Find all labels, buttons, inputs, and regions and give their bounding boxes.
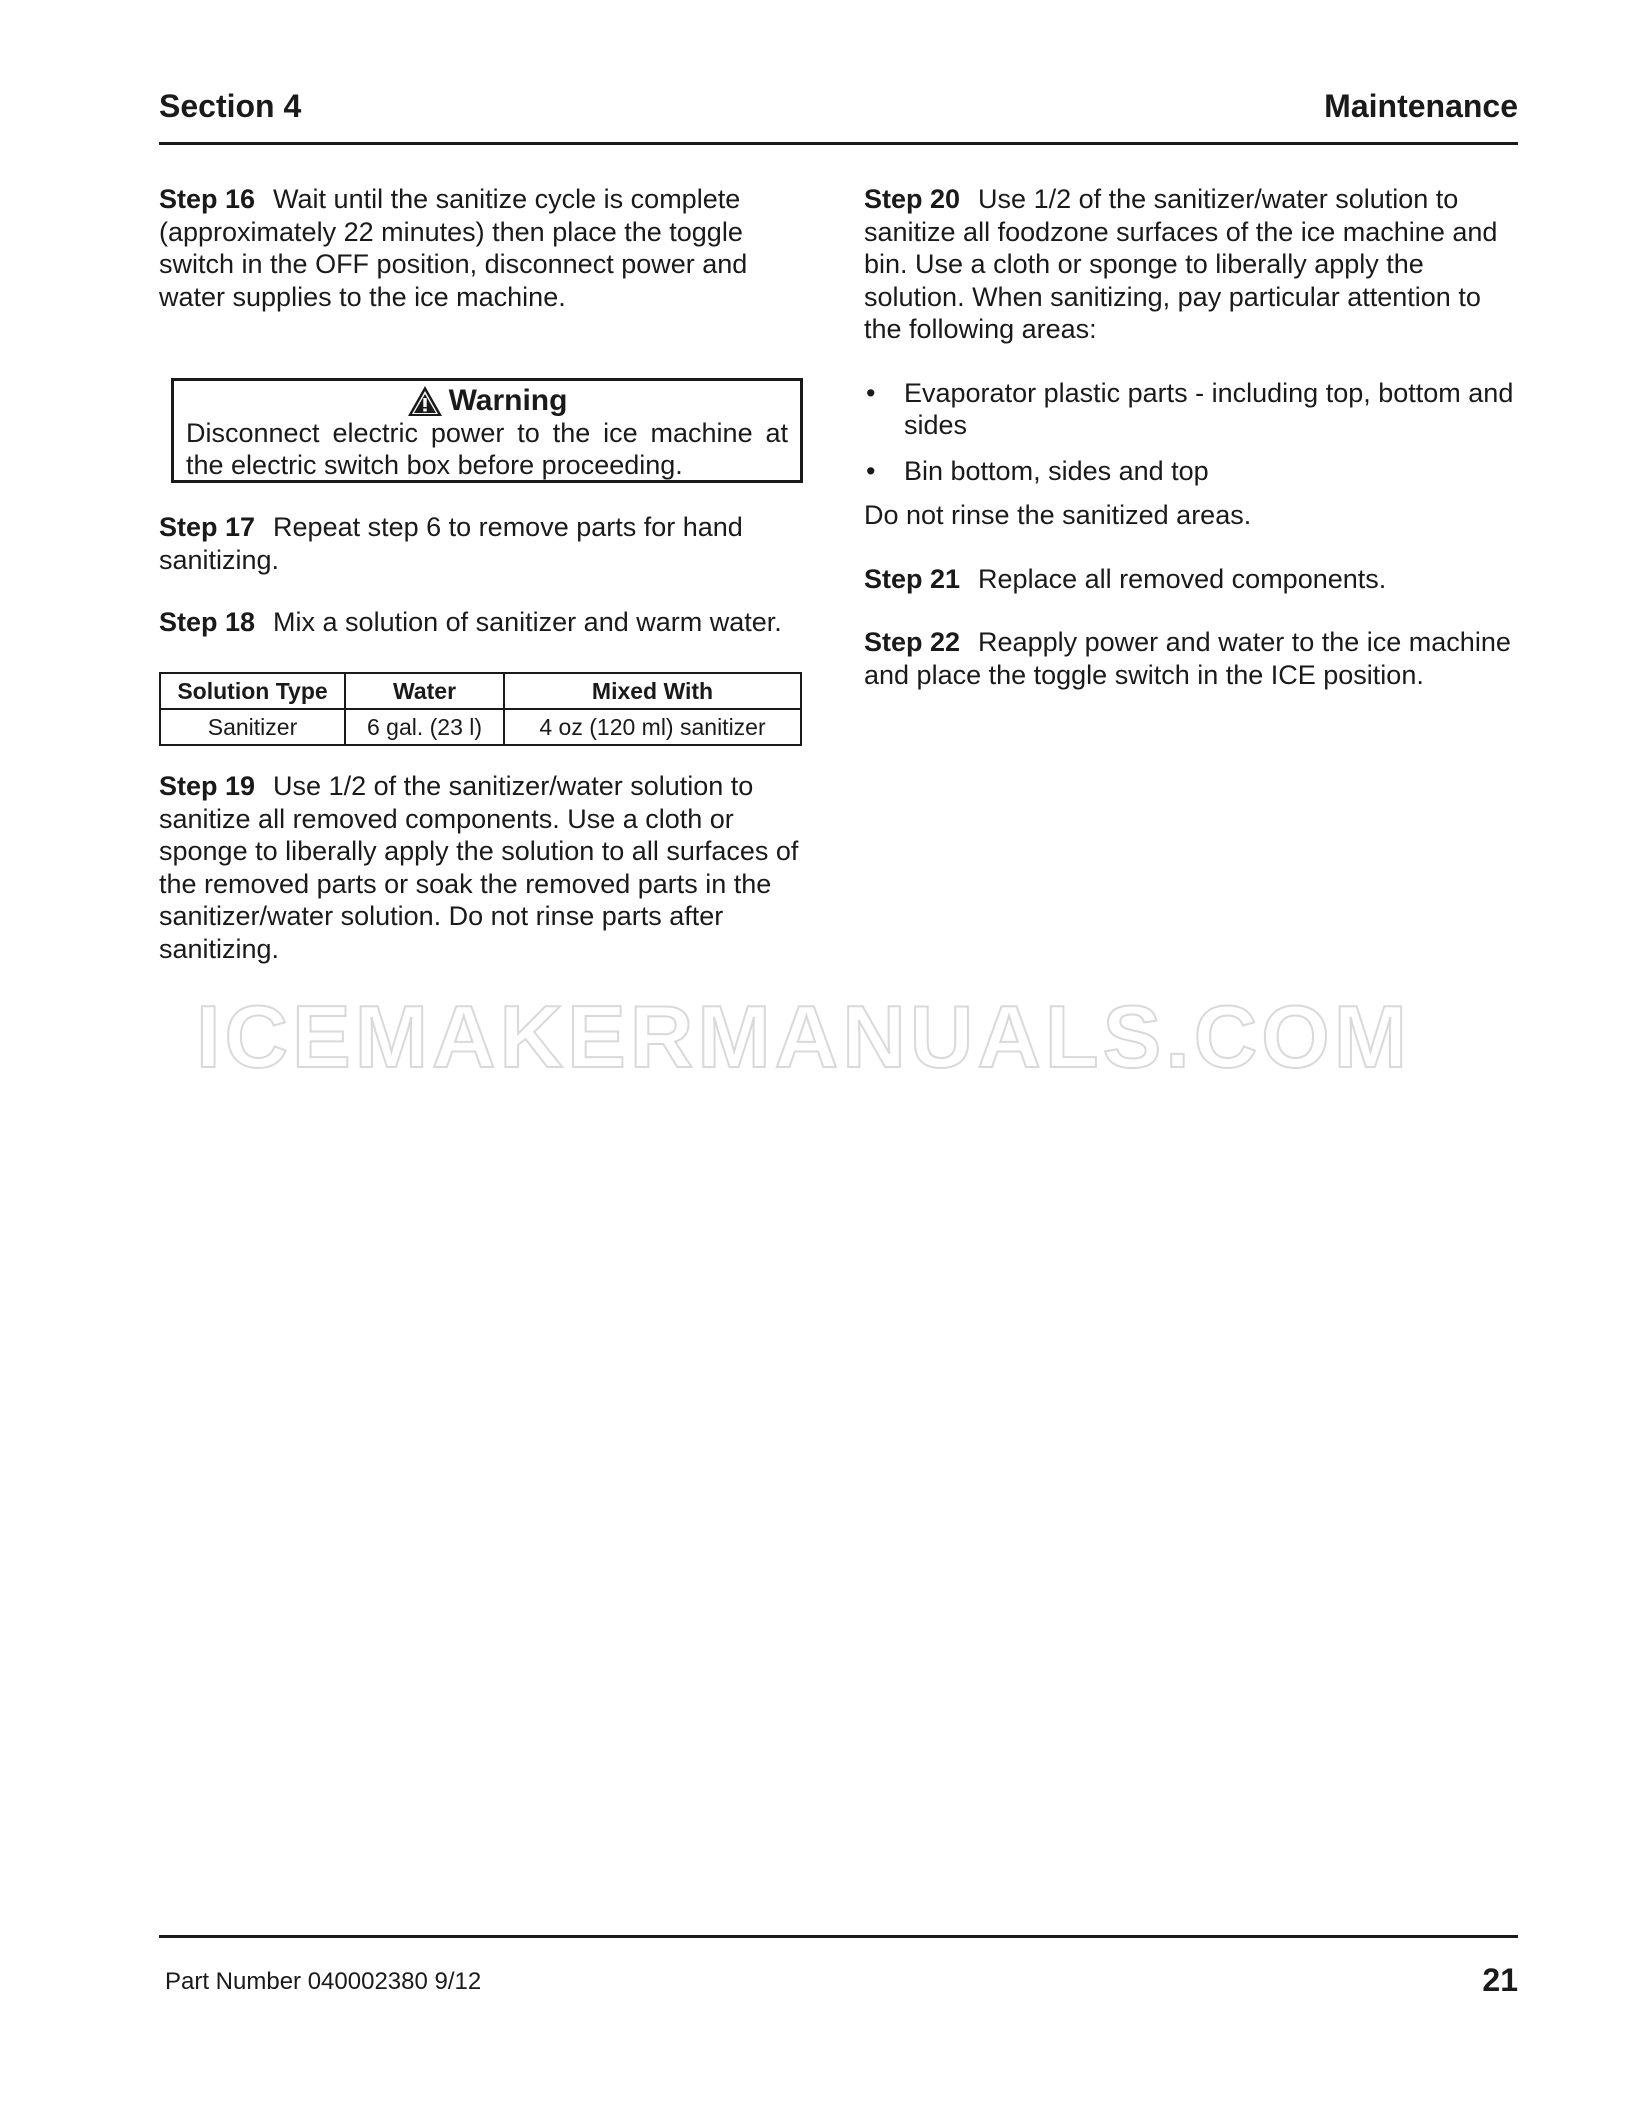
table-row [160, 709, 801, 745]
list-item-text: Bin bottom, sides and top [904, 455, 1209, 486]
step-22 [864, 626, 1519, 691]
step-label: Step 21 [864, 563, 961, 594]
bullet-list [864, 377, 1519, 488]
table-header: Solution Type [160, 673, 345, 709]
section-label: Section 4 [159, 88, 302, 124]
list-item-text: Evaporator plastic parts - including top, bottom and sides [904, 377, 1514, 440]
warning-text: Disconnect electric power to the ice machine at the electric switch box before proceeding. [186, 418, 788, 480]
part-number: Part Number 040002380 9/12 [165, 1968, 482, 1995]
page-number: 21 [1482, 1962, 1518, 1998]
table-cell: 4 oz (120 ml) sanitizer [504, 709, 801, 745]
left-column-bottom [159, 770, 814, 965]
solution-table [159, 672, 802, 746]
step-20 [864, 183, 1519, 346]
step-18 [159, 606, 814, 639]
left-column-lower [159, 511, 814, 639]
list-item [864, 455, 1519, 488]
list-item [864, 377, 1519, 442]
warning-box [171, 378, 803, 483]
step-text: Replace all removed components. [978, 563, 1387, 594]
step-text: Mix a solution of sanitizer and warm water. [273, 607, 782, 637]
step-label: Step 19 [159, 771, 256, 801]
table-header-row [160, 673, 801, 709]
table-cell: Sanitizer [160, 709, 345, 745]
bullet-glyph: • [866, 377, 876, 408]
step-text: Wait until the sanitize cycle is complete (approximately 22 minutes) then place the toggle switch in the OFF position, disconnect power and water supplies to the ice machine. [159, 184, 748, 312]
watermark: ICEMAKERMANUALS.COM [196, 987, 1412, 1086]
step-16 [159, 183, 814, 313]
step-text: Use 1/2 of the sanitizer/water solution to sanitize all foodzone surfaces of the ice machine and bin. Use a cloth or sponge to liberally apply the solution. When sanitizing, pay particular attention to the following areas: [864, 184, 1498, 344]
step-label: Step 20 [864, 184, 961, 214]
table-cell: 6 gal. (23 l) [345, 709, 504, 745]
step-label: Step 16 [159, 184, 256, 214]
step-17 [159, 511, 814, 576]
step-label: Step 17 [159, 512, 256, 542]
warning-triangle-icon [407, 385, 443, 417]
step-label: Step 22 [864, 627, 961, 657]
step-21 [864, 563, 1519, 596]
page-header [159, 86, 1518, 145]
step-text: Use 1/2 of the sanitizer/water solution to sanitize all removed components. Use a cloth or sponge to liberally apply the solution to all surfaces of the removed parts or soak the removed parts in the sanitizer/water solution. Do not rinse parts after sanitizing. [159, 771, 799, 964]
section-title: Maintenance [1324, 88, 1518, 124]
left-column [159, 183, 814, 313]
bullet-glyph: • [866, 455, 876, 486]
step-19 [159, 770, 814, 965]
step-text: Repeat step 6 to remove parts for hand sanitizing. [159, 512, 743, 575]
table-header: Mixed With [504, 673, 801, 709]
page-footer [159, 1935, 1518, 2008]
table-header: Water [345, 673, 504, 709]
step-text: Reapply power and water to the ice machine and place the toggle switch in the ICE position. [864, 627, 1511, 690]
warning-title-text: Warning [448, 384, 568, 417]
warning-title [174, 385, 800, 417]
right-column [864, 183, 1519, 691]
rinse-note: Do not rinse the sanitized areas. [864, 500, 1252, 530]
step-label: Step 18 [159, 607, 256, 637]
